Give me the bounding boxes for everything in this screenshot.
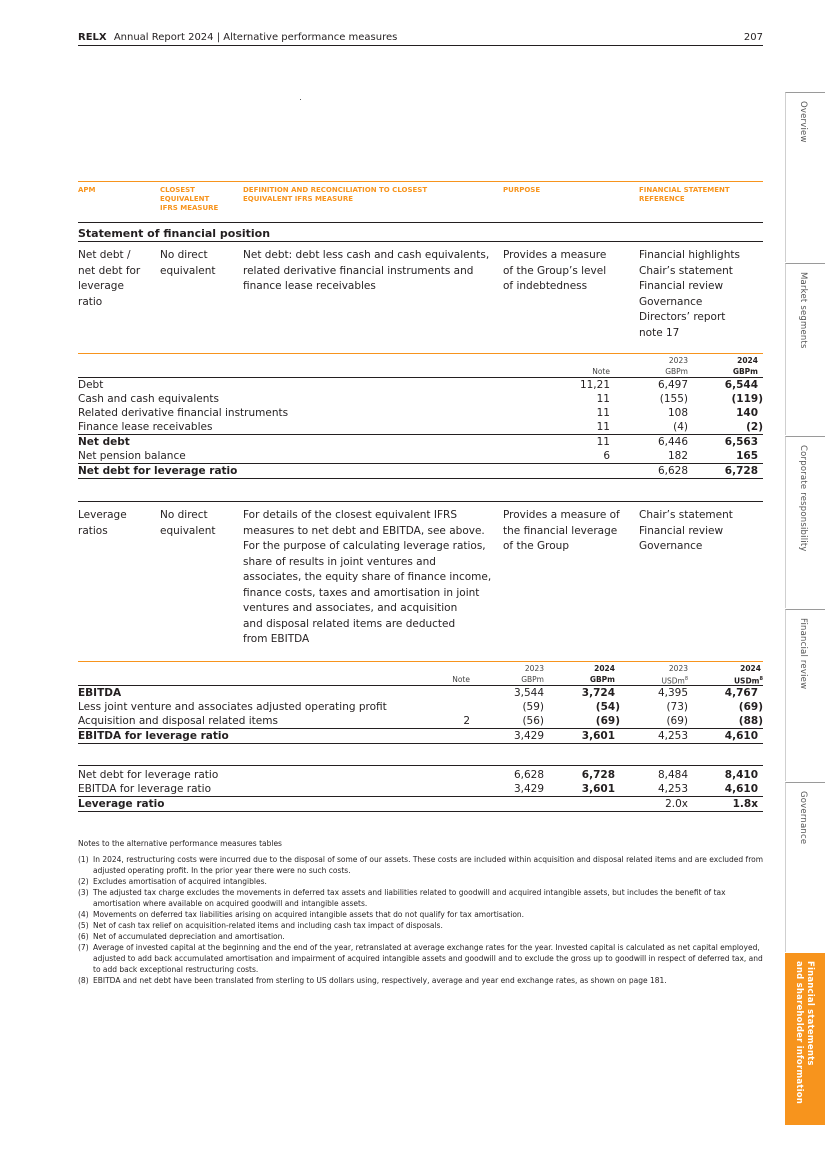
net-debt-table	[78, 355, 763, 479]
table-header-row	[78, 355, 763, 366]
side-tab-corporate-responsibility[interactable]	[785, 436, 825, 608]
row-2024: 6,563	[724, 436, 758, 448]
note-text: Movements on deferred tax liabilities arising on acquired intangible assets that do not qualify for tax amortisation.	[93, 910, 525, 919]
row-note: 11	[596, 407, 610, 419]
side-tab-label: Market segments	[798, 272, 808, 349]
note-key: (6)	[78, 932, 89, 941]
row-note: 11	[596, 421, 610, 433]
hdr-usd-year-2024: 2024	[740, 664, 761, 673]
note-key: (8)	[78, 976, 89, 985]
apm1-name: Net debt / net debt for leverage ratio	[78, 249, 141, 308]
hdr-note: Note	[452, 675, 470, 684]
row-usd-2024: 4,767	[724, 687, 758, 699]
table-row	[78, 420, 763, 434]
row-label: EBITDA for leverage ratio	[78, 783, 212, 795]
section-bottom-rule	[78, 241, 763, 242]
note-key: (5)	[78, 921, 89, 930]
row-gbp-2024: (69)	[595, 715, 620, 727]
hdr-unit-2023: GBPm	[521, 675, 544, 684]
side-tab-label: Overview	[798, 101, 808, 143]
page-number: 207	[743, 32, 763, 43]
row-label: Acquisition and disposal related items	[78, 715, 278, 727]
row-gbp-2023: 3,429	[513, 783, 544, 795]
hdr-year-2024: 2024	[737, 356, 758, 365]
col-definition: DEFINITION AND RECONCILIATION TO CLOSEST EQUIVALENT IFRS MEASURE	[243, 186, 428, 203]
row-label: Related derivative financial instruments	[78, 407, 289, 419]
row-usd-2024: (69)	[738, 701, 763, 713]
stray-dot	[300, 99, 301, 100]
notes-section	[78, 838, 768, 986]
brand-name: RELX	[78, 32, 107, 43]
row-2024: 6,728	[724, 465, 758, 477]
note-item	[78, 920, 768, 931]
note-text: The adjusted tax charge excludes the movements in deferred tax assets and liabilities related to goodwill and acquired intangible assets, but includes the benefit of tax amortisation where available on acquired goodwill and intangible assets.	[93, 888, 726, 908]
row-gbp-2023: (59)	[522, 701, 544, 713]
row-note: 6	[603, 450, 610, 462]
row-note: 2	[463, 715, 470, 727]
row-note: 11	[596, 393, 610, 405]
note-text: In 2024, restructuring costs were incurred due to the disposal of some of our assets. These costs are included within acquisition and disposal related items and are excluded from adjusted operating profit. In the prior year there were no such costs.	[93, 855, 764, 875]
side-tab-label: Financial statements and shareholder information	[794, 961, 815, 1104]
apm2-reference: Chair’s statement Financial review Governance	[639, 509, 733, 552]
footnote-marker: 8	[684, 676, 688, 682]
footnote-marker: 8	[759, 676, 763, 682]
row-2023: 182	[667, 450, 688, 462]
row-2024: 140	[736, 407, 758, 419]
row-2024: (2)	[746, 421, 763, 433]
row-label: Net pension balance	[78, 450, 186, 462]
header-title: Annual Report 2024 | Alternative performance measures	[113, 32, 398, 43]
note-text: EBITDA and net debt have been translated from sterling to US dollars using, respectively, average and year end exchange rates, as shown on page 181.	[93, 976, 667, 985]
hdr-unit-2024: GBPm	[732, 367, 758, 376]
apm2-closest: No direct equivalent	[160, 509, 216, 537]
apm1-reference: Financial highlights Chair’s statement Financial review Governance Directors’ report note 17	[639, 249, 740, 339]
row-gbp-2024: 6,728	[581, 769, 615, 781]
table-row	[78, 796, 763, 812]
row-note: 11,21	[579, 379, 610, 391]
row-label: Net debt	[78, 436, 130, 448]
section-title: Statement of financial position	[78, 227, 271, 240]
row-usd-2023: (73)	[666, 701, 688, 713]
usd-unit-label: USDm	[661, 676, 685, 686]
row-gbp-2023: 6,628	[513, 769, 544, 781]
side-tab-market-segments[interactable]	[785, 263, 825, 435]
table-row	[78, 728, 763, 744]
table-row	[78, 768, 763, 782]
apm2-top-rule	[78, 501, 763, 502]
row-usd-2024: 4,610	[724, 783, 758, 795]
row-gbp-2023: 3,544	[513, 687, 544, 699]
row-usd-2023: 8,484	[657, 769, 688, 781]
table-row	[78, 782, 763, 796]
col-closest: CLOSEST EQUIVALENT IFRS MEASURE	[160, 186, 219, 212]
row-usd-2023: 2.0x	[665, 798, 688, 810]
note-text: Net of accumulated depreciation and amortisation.	[93, 932, 285, 941]
apm1-definition: Net debt: debt less cash and cash equivalents, related derivative financial instruments and finance lease receivables	[243, 249, 490, 292]
row-usd-2024: 4,610	[724, 730, 758, 742]
row-2024: (119)	[731, 393, 763, 405]
row-usd-2024: 8,410	[724, 769, 758, 781]
table-header-row	[78, 663, 763, 674]
side-tab-financial-statements[interactable]	[785, 953, 825, 1125]
notes-title: Notes to the alternative performance measures tables	[78, 839, 282, 848]
row-usd-2023: (69)	[666, 715, 688, 727]
usd-unit-label: USDm	[733, 676, 760, 686]
table2-top-rule	[78, 661, 763, 662]
note-item	[78, 909, 768, 920]
side-tab-financial-review[interactable]	[785, 609, 825, 781]
apm2-purpose: Provides a measure of the financial leverage of the Group	[503, 509, 620, 552]
hdr-usd-year-2023: 2023	[668, 664, 688, 673]
row-label: Finance lease receivables	[78, 421, 213, 433]
note-key: (7)	[78, 943, 89, 952]
note-key: (3)	[78, 888, 89, 897]
note-text: Excludes amortisation of acquired intangibles.	[93, 877, 267, 886]
row-2023: 6,628	[657, 465, 688, 477]
row-2024: 6,544	[724, 379, 758, 391]
table-row	[78, 685, 763, 700]
apm1-purpose: Provides a measure of the Group’s level of indebtedness	[503, 249, 607, 292]
side-tab-label: Governance	[798, 791, 808, 845]
row-2023: (4)	[673, 421, 688, 433]
row-usd-2023: 4,253	[657, 730, 688, 742]
side-tab-governance[interactable]	[785, 782, 825, 952]
table-row	[78, 392, 763, 406]
note-key: (4)	[78, 910, 89, 919]
note-item	[78, 887, 768, 909]
row-2023: (155)	[659, 393, 688, 405]
note-text: Average of invested capital at the beginning and the end of the year, retranslated at average exchange rates for the year. Invested capital is calculated as net capital employed, adjusted to add back accumulated amortisation and impairment of acquired intangible assets and goodwill and to exclude the gross up to goodwill in respect of deferred tax, and to add back exceptional restructuring costs.	[93, 943, 763, 974]
row-label: Cash and cash equivalents	[78, 393, 219, 405]
table-row	[78, 700, 763, 714]
hdr-year-2023: 2023	[668, 356, 688, 365]
row-2023: 6,497	[657, 379, 688, 391]
hdr-year-2024: 2024	[594, 664, 615, 673]
hdr-unit-2023: GBPm	[665, 367, 688, 376]
row-usd-2023: 4,253	[657, 783, 688, 795]
note-item	[78, 975, 768, 986]
row-label: Less joint venture and associates adjusted operating profit	[78, 701, 387, 713]
table-header-row	[78, 674, 763, 685]
hdr-note: Note	[592, 367, 610, 376]
side-tab-label: Financial review	[798, 618, 808, 690]
apm2-definition: For details of the closest equivalent IFRS measures to net debt and EBITDA, see above. For the purpose of calculating leverage ratios, share of results in joint ventures and associates, the equity share of finance income, finance costs, taxes and amortisation in joint ventures and associates, and acquisition and disposal related items are deducted from EBITDA	[243, 509, 492, 645]
row-label: Net debt for leverage ratio	[78, 769, 219, 781]
row-2023: 108	[667, 407, 688, 419]
table-row	[78, 434, 763, 449]
hdr-year-2023: 2023	[524, 664, 544, 673]
column-header-rule	[78, 181, 763, 182]
row-label: Net debt for leverage ratio	[78, 465, 238, 477]
row-usd-2024: 1.8x	[732, 798, 758, 810]
note-item	[78, 876, 768, 887]
row-gbp-2024: 3,724	[581, 687, 615, 699]
row-note: 11	[596, 436, 610, 448]
row-usd-2023: 4,395	[657, 687, 688, 699]
row-gbp-2024: 3,601	[581, 783, 615, 795]
note-key: (2)	[78, 877, 89, 886]
row-label: EBITDA for leverage ratio	[78, 730, 229, 742]
header-divider	[78, 45, 763, 46]
side-tab-label: Corporate responsibility	[798, 445, 808, 552]
row-usd-2024: (88)	[738, 715, 763, 727]
note-key: (1)	[78, 855, 89, 864]
row-gbp-2023: 3,429	[513, 730, 544, 742]
table-header-row	[78, 366, 763, 377]
row-gbp-2024: 3,601	[581, 730, 615, 742]
table-row	[78, 463, 763, 479]
table1-top-rule	[78, 353, 763, 354]
table-row	[78, 377, 763, 392]
table-row	[78, 714, 763, 728]
leverage-ratio-table	[78, 768, 763, 812]
col-apm: APM	[78, 186, 96, 194]
row-label: Leverage ratio	[78, 798, 165, 810]
apm1-closest: No direct equivalent	[160, 249, 216, 277]
side-tab-overview[interactable]	[785, 92, 825, 262]
note-item	[78, 854, 768, 876]
row-2024: 165	[736, 450, 758, 462]
apm2-name: Leverage ratios	[78, 509, 127, 537]
table-row	[78, 449, 763, 463]
col-purpose: PURPOSE	[503, 186, 541, 194]
row-2023: 6,446	[657, 436, 688, 448]
row-label: EBITDA	[78, 687, 122, 699]
ebitda-table	[78, 663, 763, 744]
row-gbp-2024: (54)	[595, 701, 620, 713]
section-top-rule	[78, 222, 763, 223]
row-label: Debt	[78, 379, 104, 391]
page-header	[78, 32, 763, 43]
table3-top-rule	[78, 765, 763, 766]
hdr-unit-2024: GBPm	[589, 675, 615, 684]
note-item	[78, 942, 768, 975]
row-gbp-2023: (56)	[522, 715, 544, 727]
note-item	[78, 931, 768, 942]
table-row	[78, 406, 763, 420]
note-text: Net of cash tax relief on acquisition-related items and including cash tax impact of disposals.	[93, 921, 443, 930]
col-reference: FINANCIAL STATEMENT REFERENCE	[639, 186, 730, 203]
